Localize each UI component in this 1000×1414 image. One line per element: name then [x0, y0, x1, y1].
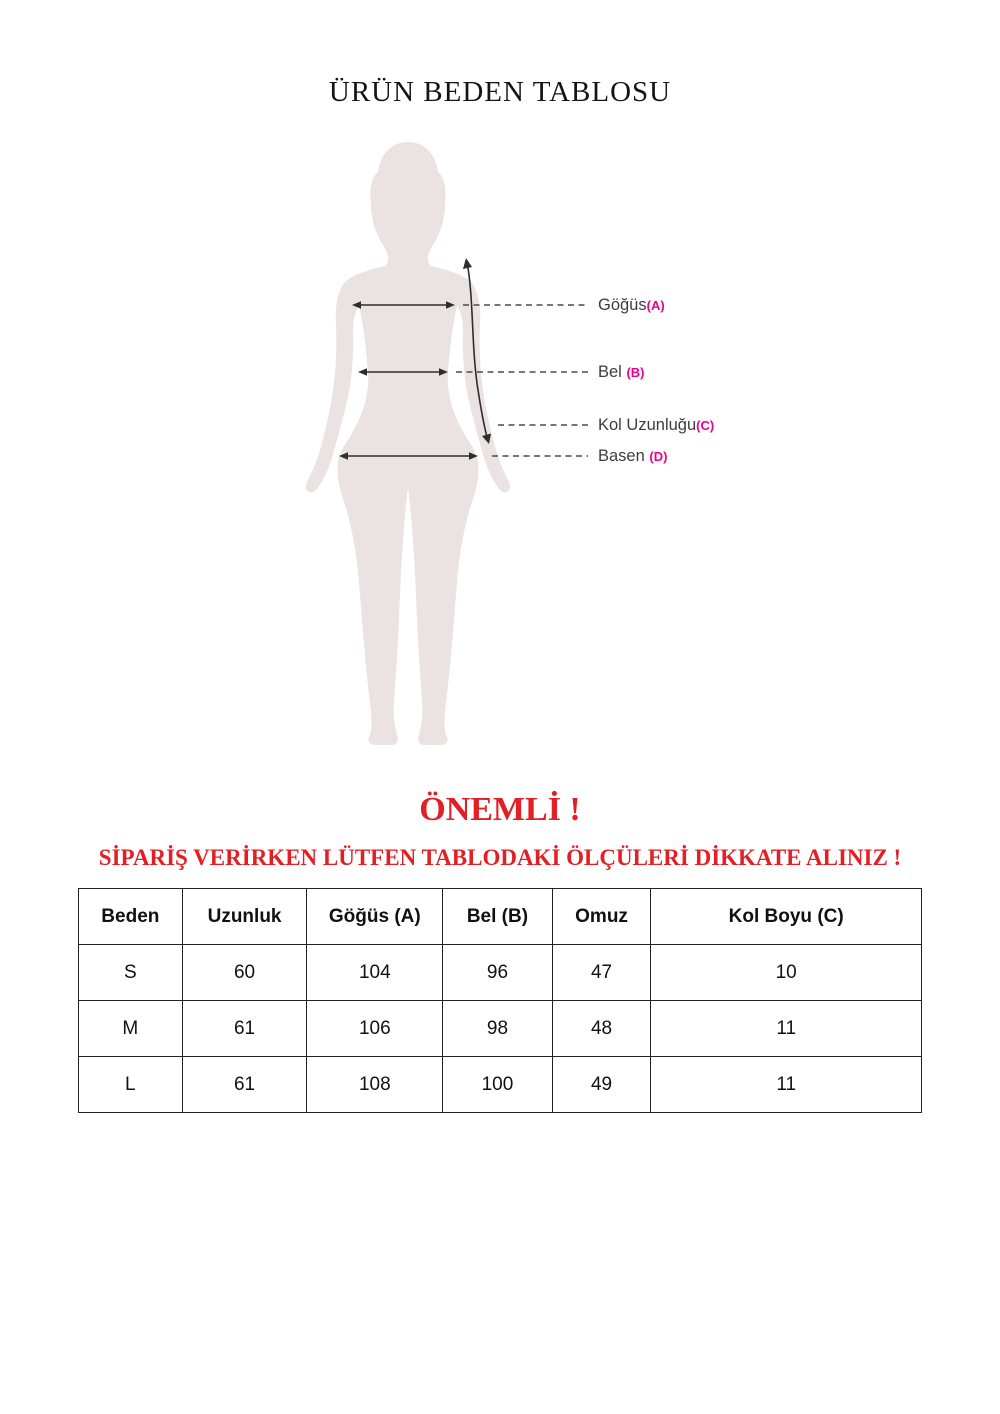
- table-row: [79, 1057, 922, 1113]
- header-cell-size: Beden: [79, 889, 183, 945]
- table-row: [79, 1001, 922, 1057]
- table-cell: 98: [443, 1001, 553, 1057]
- header-cell-length: Uzunluk: [182, 889, 307, 945]
- measurement-label-text: Göğüs: [598, 296, 647, 314]
- measurement-label-text: Basen: [598, 447, 650, 465]
- table-cell: 11: [651, 1057, 922, 1113]
- body-silhouette: [306, 142, 510, 745]
- measurement-code: (A): [646, 298, 665, 313]
- measurement-code: (B): [626, 365, 645, 380]
- table-row: [79, 945, 922, 1001]
- table-cell: 49: [552, 1057, 651, 1113]
- measurement-label-chest: [598, 294, 665, 316]
- measurement-code: (D): [649, 449, 668, 464]
- table-cell: 47: [552, 945, 651, 1001]
- page-title: ÜRÜN BEDEN TABLOSU: [328, 76, 672, 108]
- table-cell: 100: [443, 1057, 553, 1113]
- header-cell-arm-length: Kol Boyu (C): [651, 889, 922, 945]
- table-cell: 108: [307, 1057, 443, 1113]
- warning-note: SİPARİŞ VERİRKEN LÜTFEN TABLODAKİ ÖLÇÜLERİ DİKKATE ALINIZ !: [98, 845, 902, 870]
- measurement-label-text: Kol Uzunluğu: [598, 416, 697, 434]
- table-cell: 60: [182, 945, 307, 1001]
- table-cell: 106: [307, 1001, 443, 1057]
- header-cell-waist: Bel (B): [443, 889, 553, 945]
- table-cell: M: [79, 1001, 183, 1057]
- table-cell: 48: [552, 1001, 651, 1057]
- header-cell-shoulder: Omuz: [552, 889, 651, 945]
- size-table: [78, 888, 922, 1113]
- measurement-label-waist: [598, 361, 644, 383]
- table-cell: 104: [307, 945, 443, 1001]
- table-cell: 11: [651, 1001, 922, 1057]
- measurement-label-hip: [598, 445, 667, 467]
- measurement-code: (C): [696, 418, 715, 433]
- table-header-row: [79, 889, 922, 945]
- table-cell: L: [79, 1057, 183, 1113]
- important-heading: ÖNEMLİ !: [419, 791, 581, 828]
- table-cell: 96: [443, 945, 553, 1001]
- table-cell: 61: [182, 1057, 307, 1113]
- table-cell: 61: [182, 1001, 307, 1057]
- measurement-label-arm-length: [598, 414, 714, 436]
- measurement-label-text: Bel: [598, 363, 627, 381]
- table-cell: S: [79, 945, 183, 1001]
- table-cell: 10: [651, 945, 922, 1001]
- header-cell-chest: Göğüs (A): [307, 889, 443, 945]
